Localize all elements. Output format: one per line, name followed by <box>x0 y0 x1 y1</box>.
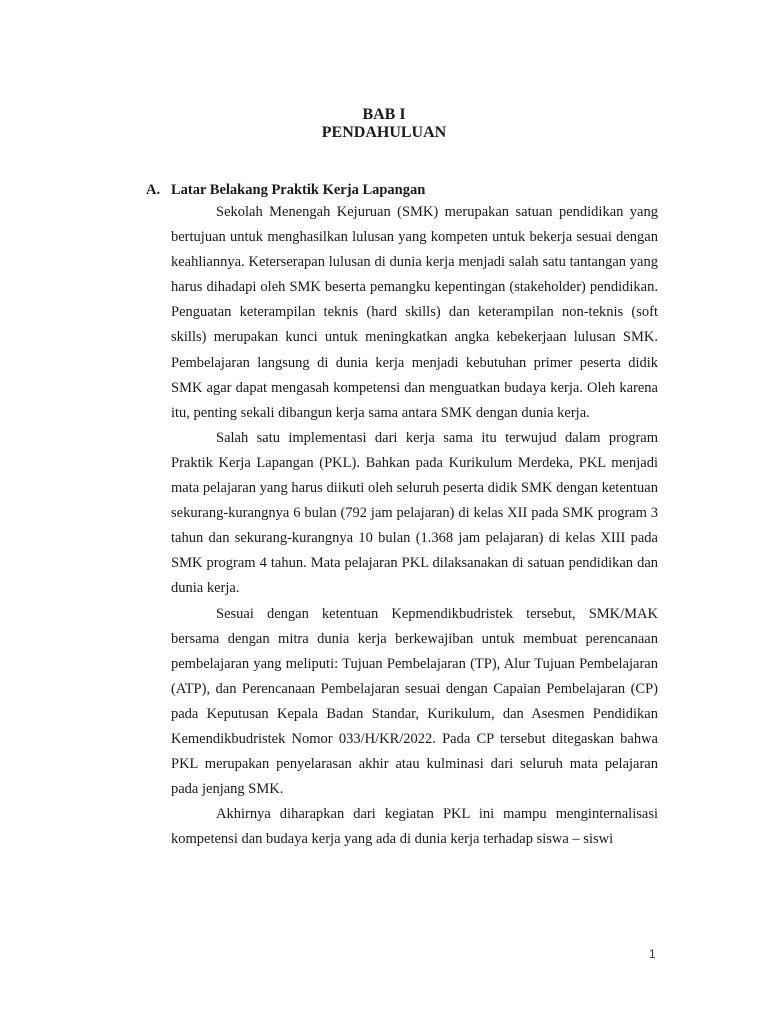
paragraph-3: Sesuai dengan ketentuan Kepmendikbudristek tersebut, SMK/MAK bersama dengan mitra dunia kerja berkewajiban untuk membuat perencanaan pembelajaran yang meliputi: Tujuan Pembelajaran (TP), Alur Tujuan Pembelajaran (ATP), dan Perencanaan Pembelajaran sesuai dengan Capaian Pembelajaran (CP) pada Keputusan Kepala Badan Standar, Kurikulum, dan Asesmen Pendidikan Kemendikbudristek Nomor 033/H/KR/2022. Pada CP tersebut ditegaskan bahwa PKL merupakan penyelarasan akhir atau kulminasi dari seluruh mata pelajaran pada jenjang SMK. <box>171 605 658 798</box>
body-text <box>171 200 658 852</box>
chapter-title: PENDAHULUAN <box>321 124 447 141</box>
section-letter: A. <box>146 182 161 198</box>
section-heading-text: Latar Belakang Praktik Kerja Lapangan <box>171 182 426 198</box>
paragraph-4: Akhirnya diharapkan dari kegiatan PKL ini mampu menginternalisasi kompetensi dan budaya kerja yang ada di dunia kerja terhadap siswa – siswi <box>171 806 658 848</box>
section-heading <box>146 180 658 200</box>
paragraph-1: Sekolah Menengah Kejuruan (SMK) merupakan satuan pendidikan yang bertujuan untuk menghasilkan lulusan yang kompeten untuk bekerja sesuai dengan keahliannya. Keterserapan lulusan di dunia kerja menjadi salah satu tantangan yang harus dihadapi oleh SMK beserta pemangku kepentingan (stakeholder) pendidikan. Penguatan keterampilan teknis (hard skills) dan keterampilan non-teknis (soft skills) merupakan kunci untuk meningkatkan angka kebekerjaan lulusan SMK. Pembelajaran langsung di dunia kerja menjadi kebutuhan primer peserta didik SMK agar dapat mengasah kompetensi dan menguatkan budaya kerja. Oleh karena itu, penting sekali dibangun kerja sama antara SMK dengan dunia kerja. <box>171 204 658 421</box>
page-number: 1 <box>649 947 656 961</box>
chapter-number: BAB I <box>362 106 406 123</box>
paragraph-2: Salah satu implementasi dari kerja sama itu terwujud dalam program Praktik Kerja Lapangan (PKL). Bahkan pada Kurikulum Merdeka, PKL menjadi mata pelajaran yang harus diikuti oleh seluruh peserta didik SMK dengan ketentuan sekurang-kurangnya 6 bulan (792 jam pelajaran) di kelas XII pada SMK program 3 tahun dan sekurang-kurangnya 10 bulan (1.368 jam pelajaran) di kelas XIII pada SMK program 4 tahun. Mata pelajaran PKL dilaksanakan di satuan pendidikan dan dunia kerja. <box>171 429 658 597</box>
section-latar-belakang <box>146 180 658 852</box>
